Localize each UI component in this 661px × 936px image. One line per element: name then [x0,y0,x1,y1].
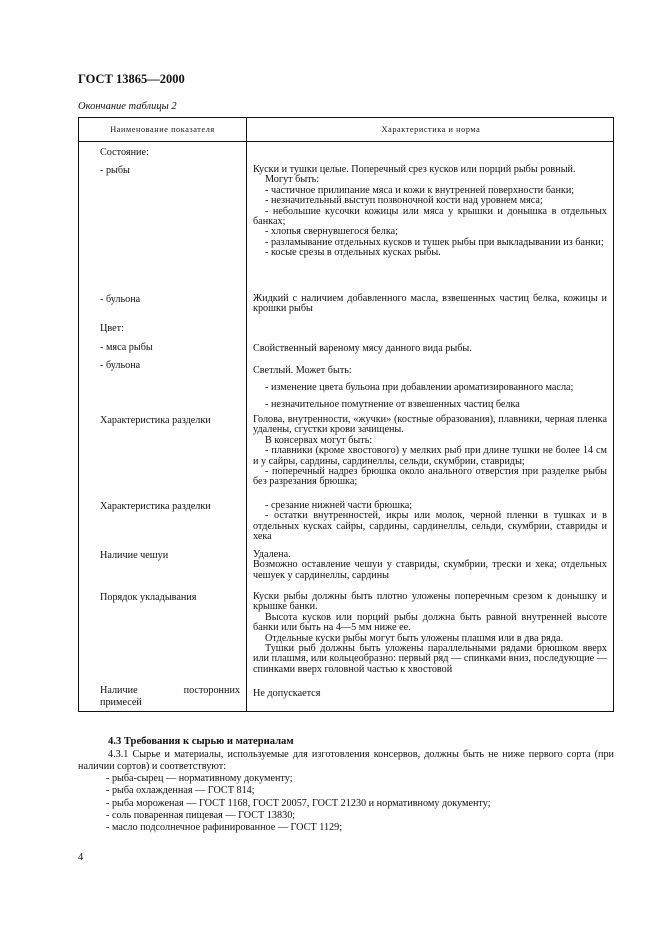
cutting-2-line: - срезание нижней части брюшка; [265,500,413,511]
scale-line: Удалена. [253,549,291,560]
cutting-2-line: - остатки внутренностей, икры или молок, черной пленки в тушках и в отдельных кусках сайры, сардины, сардинеллы, сельди, скумбрии, ставриды и хека [253,510,607,543]
paragraph: 4.3.1 Сырье и материалы, используемые для изготовления консервов, должны быть не ниже первого сорта (при наличии сортов) и соответствуют: [78,749,614,772]
fish-line: - частичное прилипание мяса и кожи к внутренней поверхности банки; [265,184,575,196]
broth-color-line: - изменение цвета бульона при добавлении ароматизированного масла; [265,382,574,393]
cutting-line: В консервах могут быть: [265,434,373,446]
packing-line: Куски рыбы должны быть плотно уложены поперечным срезом к донышку и крышке банки. [253,591,607,613]
row-label-state: Состояние: [100,147,149,158]
row-label-color: Цвет: [100,323,124,334]
fish-line: - небольшие кусочки кожицы или мяса у крышки и донышка в отдельных банках; [253,205,607,228]
fish-line: - разламывание отдельных кусков и тушек рыбы при выкладывании из банки; [265,236,604,248]
fish-line: Могут быть: [265,174,320,186]
scale-line [253,560,607,581]
cutting-line: Голова, внутренности, «жучки» (костные образования), плавники, черная пленка удалены, сгустки крови зачищены. [253,414,607,436]
row-text-cutting [253,415,607,488]
row-text-broth-color [253,362,607,413]
page-number: 4 [78,852,84,863]
cutting-line: - поперечный надрез брюшка около анального отверстия при разделке рыбы без разрезания брюшка; [253,466,607,488]
row-text-fish [253,165,607,259]
row-text-cutting-2 [253,501,607,543]
row-text-scale [253,550,607,581]
row-text-meat: Свойственный вареному мясу данного вида рыбы. [253,343,472,354]
row-label-meat: - мяса рыбы [100,342,153,353]
section-heading: 4.3 Требования к сырью и материалам [108,736,294,747]
packing-line: Отдельные куски рыбы могут быть уложены плашмя или в два ряда. [265,632,564,644]
list-item: - рыба-сырец — нормативному документу; [106,773,293,784]
list-item: - соль поваренная пищевая — ГОСТ 13830; [106,809,296,821]
section-body [78,749,614,834]
list-item: - масло подсолнечное рафинированное — ГОСТ 1129; [106,822,343,834]
column-divider [246,118,247,711]
list-item: - рыба охлажденная — ГОСТ 814; [106,785,255,797]
row-label-cutting: Характеристика разделки [100,415,211,426]
list-item: - рыба мороженая — ГОСТ 1168, ГОСТ 20057, ГОСТ 21230 и нормативному документу; [106,797,491,809]
row-label-broth-color: - бульона [100,360,141,371]
fish-line: - незначительный выступ позвоночной кости над уровнем мяса; [265,195,543,207]
row-label-packing: Порядок укладывания [100,592,197,603]
column-header-norm: Характеристика и норма [381,125,481,134]
header-divider [79,141,613,142]
row-label-foreign: Наличие посторонних примесей [100,685,240,708]
fish-line: - хлопья свернувшегося белка; [265,226,398,238]
cutting-line: - плавники (кроме хвостового) у мелких рыб при длине тушки не более 14 см и у сайры, сардины, сардинеллы, сельди, скумбрии, ставриды; [253,445,607,467]
column-header-indicator: Наименование показателя [110,125,215,134]
row-label-scale: Наличие чешуи [100,550,169,561]
broth-color-line: Светлый. Может быть: [253,365,352,376]
row-text-foreign: Не допускается [253,688,321,699]
row-label-fish: - рыбы [100,165,130,176]
table-caption: Окончание таблицы 2 [78,101,177,112]
row-text-broth: Жидкий с наличием добавленного масла, взвешенных частиц белка, кожицы и крошки рыбы [253,293,607,315]
packing-line: Тушки рыб должны быть уложены параллельными рядами брюшком вверх или плашмя, или кольцеобразно: первый ряд — спинками вниз, последующие — спинками вверх головной частью к хвостовой [253,643,607,675]
broth-color-line: - незначительное помутнение от взвешенных частиц белка [265,399,520,410]
fish-line: - косые срезы в отдельных кусках рыбы. [265,247,441,259]
packing-line: Высота кусков или порций рыбы должна быть равной внутренней высоте банки или быть на 4—5 мм ниже ее. [253,611,607,634]
scale-line-text: Возможно оставление чешуи у ставриды, скумбрии, трески и хека; отдельных чешуек у сардинеллы, сардины [253,559,607,581]
row-label-broth: - бульона [100,294,141,305]
document-title: ГОСТ 13865—2000 [78,72,185,86]
fish-line: Куски и тушки целые. Поперечный срез кусков или порций рыбы ровный. [253,164,576,175]
row-label-cutting-2: Характеристика разделки [100,501,211,512]
specification-table [78,117,614,712]
row-text-packing [253,592,607,675]
